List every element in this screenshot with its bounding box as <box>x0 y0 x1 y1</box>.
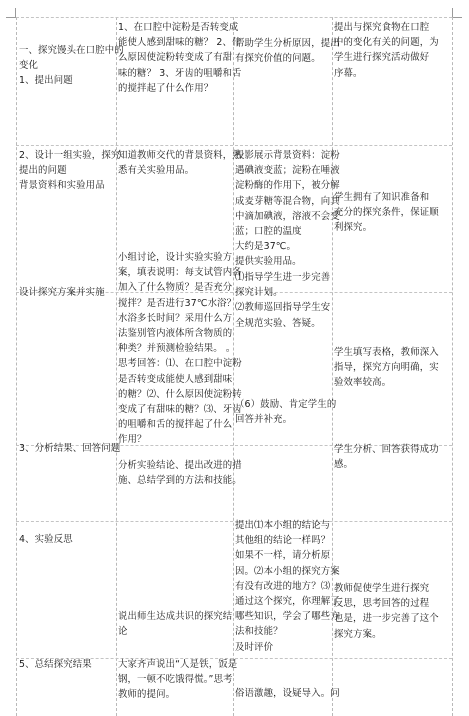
row-rule <box>16 145 452 146</box>
table-cell-line: 水浴多长时间？采用什么方 <box>118 312 233 324</box>
table-cell-line: 1、提出问题 <box>19 75 73 87</box>
table-cell-line: 的糖？⑵、什么原因使淀粉转 <box>118 388 242 400</box>
table-cell-line: 学生分析、回答获得成功 <box>334 444 439 455</box>
table-cell-line: 学生填写表格，教师深入 <box>334 347 439 358</box>
table-cell-line: 中滴加碘液，溶液不会变 <box>235 210 340 222</box>
table-cell-line: 感。 <box>334 459 354 471</box>
table-cell-line: 法鉴别管内液体所含物质的 <box>118 328 233 339</box>
table-cell-line: ⑴指导学生进一步完善 <box>235 272 331 283</box>
table-cell-line: 全规范实验、答疑。 <box>235 317 321 329</box>
table-cell-line: 能使人感到甜味的糖？ 2、什 <box>118 37 242 49</box>
table-cell-line: 大约是37℃。 <box>235 241 297 253</box>
table-cell-line: 悉有关实验用品。 <box>118 165 195 177</box>
table-cell-line: 帮助学生分析原因，提出 <box>235 38 340 49</box>
table-cell-line: 因。⑵本小组的探究方案 <box>235 565 340 577</box>
table-cell-line: 哪些知识，学会了哪些方 <box>235 611 340 623</box>
table-cell-line: 案，填表说明：每支试管内各 <box>118 267 242 279</box>
table-cell-line: 通过这个探究，你理解了 <box>235 596 340 607</box>
table-cell-line: 加入了什么物质？是否充分 <box>118 282 233 294</box>
table-cell-line: 及时评价 <box>235 641 274 653</box>
table-cell-line: 学生进行探究活动做好 <box>334 52 430 64</box>
table-cell-line: 淀粉酶的作用下，被分解 <box>235 180 340 192</box>
table-cell-line: 4、实验反思 <box>19 534 73 545</box>
table-cell-line: 也是，进一步完善了这个 <box>334 613 439 625</box>
table-cell-line: 有探究价值的问题。 <box>235 53 321 65</box>
table-cell-line: 蓝；口腔的温度 <box>235 226 302 237</box>
table-cell-line: 小组讨论，设计实验实验方 <box>118 252 233 263</box>
table-cell-line: 的搅拌起了什么作用？ <box>118 82 214 94</box>
table-cell-line: 是否转变成能使人感到甜味 <box>118 373 233 385</box>
table-cell-line: 提出与探究食物在口腔 <box>334 22 430 33</box>
table-cell-line: 施、总结学到的方法和技能。 <box>118 475 242 487</box>
table-cell-line: 投影展示背景资料：淀粉 <box>235 150 340 161</box>
row-rule <box>16 521 452 522</box>
table-cell-line: 提出的问题 <box>19 165 67 177</box>
table-cell-line: 指导，探究方向明确，实 <box>334 362 439 374</box>
row-rule <box>16 17 452 18</box>
table-cell-line: 知道教师交代的背景资料，熟 <box>118 150 242 161</box>
crop-mark-top-left <box>6 8 16 18</box>
table-cell-line: 如果不一样，请分析原 <box>235 550 331 562</box>
table-cell-line: 变化 <box>19 60 39 72</box>
table-cell-line: 大家齐声说出“人是铁，饭是 <box>118 659 238 670</box>
table-cell-line: 其他组的结论一样吗？ <box>235 535 331 547</box>
table-cell-line: 遇碘液变蓝；淀粉在唾液 <box>235 165 340 177</box>
table-cell-line: 探究方案。 <box>334 628 382 640</box>
table-cell-line: 说出师生达成共识的探究结 <box>118 611 233 622</box>
table-cell-line: 回答并补充。 <box>235 414 293 426</box>
table-cell-line: 序幕。 <box>334 67 363 79</box>
table-cell-line: 中的变化有关的问题，为 <box>334 37 439 49</box>
table-cell-line: 种类？并预测检验结果。 。 <box>118 343 236 355</box>
table-cell-line: （6）鼓励、肯定学生的 <box>235 399 337 410</box>
table-cell-line: 设计探究方案并实施 <box>19 287 105 298</box>
table-cell-line: 变成了有甜味的糖？⑶、牙齿 <box>118 404 242 415</box>
table-cell-line: 成麦芽糖等混合物，向其 <box>235 195 340 207</box>
table-cell-line: 搅拌？是否进行37℃水浴？ <box>118 297 237 309</box>
table-cell-line: 提供实验用品。 <box>235 256 302 268</box>
crop-mark-top-right <box>452 8 462 18</box>
table-cell-line: 么原因使淀粉转变成了有甜 <box>118 52 233 64</box>
table-cell-line: 作用？ <box>118 434 147 446</box>
table-cell-line: ⑵教师巡回指导学生安 <box>235 302 331 314</box>
table-cell-line: 3、分析结果、回答问题 <box>19 443 121 454</box>
table-cell-line: 验效率较高。 <box>334 377 392 389</box>
table-cell-line: 教师促使学生进行探究 <box>334 583 430 594</box>
table-cell-line: 提出⑴本小组的结论与 <box>235 520 331 531</box>
table-cell-line: 反思，思考回答的过程 <box>334 598 430 610</box>
table-cell-line: 论 <box>118 626 128 638</box>
table-cell-line: 分析实验结论、提出改进的措 <box>118 460 242 471</box>
table-cell-line: 2、设计一组实验，探究 <box>19 150 121 161</box>
table-cell-line: 5、总结探究结果 <box>19 659 92 670</box>
table-cell-line: 背景资料和实验用品 <box>19 180 105 192</box>
column-rule <box>116 17 117 716</box>
table-cell-line: 的咀嚼和舌的搅拌起了什么 <box>118 419 233 431</box>
table-cell-line: 法和技能？ <box>235 626 283 638</box>
table-cell-line: 一、探究馒头在口腔中的 <box>19 45 124 56</box>
table-cell-line: 思考回答：⑴、在口腔中淀粉 <box>118 358 242 370</box>
column-rule <box>452 17 453 716</box>
table-cell-line: 俗语激趣，设疑导入。问 <box>235 688 340 699</box>
column-rule <box>16 17 17 716</box>
table-cell-line: 味的糖？ 3、牙齿的咀嚼和舌 <box>118 67 242 79</box>
table-cell-line: 学生拥有了知识准备和 <box>334 192 430 203</box>
table-cell-line: 钢，一顿不吃饿得慌。”思考 <box>118 674 233 686</box>
table-cell-line: 充分的探究条件，保证顺 <box>334 207 439 219</box>
table-cell-line: 探究计划。 <box>235 287 283 299</box>
table-cell-line: 利探究。 <box>334 222 373 234</box>
table-cell-line: 有没有改进的地方？⑶ <box>235 580 331 592</box>
table-cell-line: 教师的提问。 <box>118 689 176 701</box>
table-cell-line: 1、在口腔中淀粉是否转变成 <box>118 22 239 33</box>
